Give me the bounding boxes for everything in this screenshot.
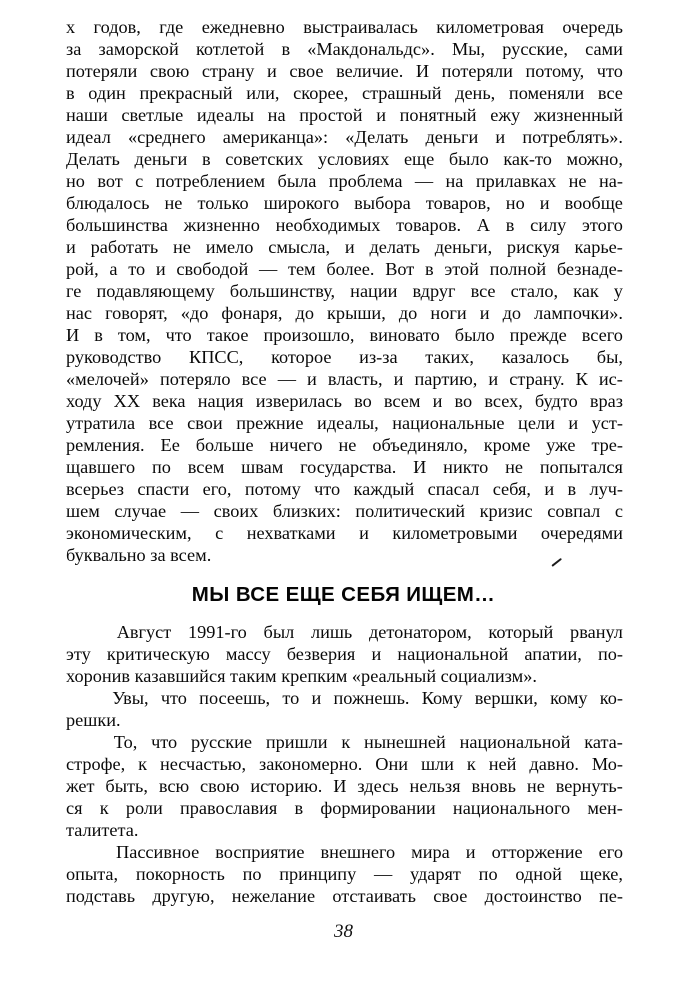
paragraph — [66, 687, 623, 731]
page-number: 38 — [334, 921, 353, 942]
text-line: за заморской котлетой в «Макдональдс». Мы, русские, сами — [66, 39, 623, 59]
paragraph-indent — [66, 841, 100, 863]
text-line: шем случае — своих близких: политический кризис совпал с — [66, 501, 623, 521]
text-line: но вот с потреблением была проблема — на прилавках не на- — [66, 171, 623, 191]
text-line: наши светлые идеалы на простой и понятный ежу жизненный — [66, 105, 623, 125]
text-line: решки. — [66, 710, 121, 730]
paragraph — [66, 841, 623, 907]
text-line: потеряли свою страну и свое величие. И потеряли потому, что — [66, 61, 623, 81]
text-line: То, что русские пришли к нынешней национальной ката- — [66, 731, 623, 753]
text-line: «мелочей» потеряло все — и власть, и партию, и страну. К ис- — [66, 369, 623, 389]
text-line: утратила все свои прежние идеалы, национальные цели и уст- — [66, 413, 623, 433]
text-line: Пассивное восприятие внешнего мира и отторжение его — [66, 841, 623, 863]
paragraph — [66, 621, 623, 687]
text-line: хоронив казавшийся таким крепким «реальный социализм». — [66, 666, 537, 686]
text-line: ся к роли православия в формировании национального мен- — [66, 798, 623, 818]
text-line: жет быть, всю свою историю. И здесь нельзя вновь не вернуть- — [66, 776, 623, 796]
text-line: х годов, где ежедневно выстраивалась километровая очередь — [66, 17, 623, 37]
paragraph — [66, 731, 623, 841]
text-line: буквально за всем. — [66, 545, 212, 565]
text-line: Август 1991-го был лишь детонатором, который рванул — [66, 621, 623, 643]
text-line: экономическим, с нехватками и километровыми очередями — [66, 523, 623, 543]
text-line: строфе, к несчастью, закономерно. Они шли к ней давно. Мо- — [66, 754, 623, 774]
text-line: в один прекрасный или, скорее, страшный день, поменяли все — [66, 83, 623, 103]
text-line: блюдалось не только широкого выбора товаров, но и вообще — [66, 193, 623, 213]
text-line: рой, а то и свободой — тем более. Вот в этой полной безнаде- — [66, 259, 623, 279]
text-line: И в том, что такое произошло, виновато было прежде всего — [66, 325, 623, 345]
text-line: идеал «среднего американца»: «Делать деньги и потреблять». — [66, 127, 623, 147]
text-line: Увы, что посеешь, то и пожнешь. Кому вершки, кому ко- — [66, 687, 623, 709]
text-line: руководство КПСС, которое из-за таких, казалось бы, — [66, 347, 623, 367]
body-text-column-bottom — [66, 621, 623, 907]
paragraph-indent — [66, 731, 100, 753]
text-line: подставь другую, нежелание отстаивать свое достоинство пе- — [66, 886, 623, 906]
text-line: большинства жизненно необходимых товаров. А в силу этого — [66, 215, 623, 235]
text-line: щавшего по всем швам государства. И никто не попытался — [66, 457, 623, 477]
text-line: нас говорят, «до фонаря, до крыши, до ноги и до лампочки». — [66, 303, 623, 323]
text-line: всерьез спасти его, потому что каждый спасал себя, и в луч- — [66, 479, 623, 499]
text-line: талитета. — [66, 820, 139, 840]
text-line: Делать деньги в советских условиях еще было как-то можно, — [66, 149, 623, 169]
body-text-column-top — [66, 16, 623, 566]
text-line: эту критическую массу безверия и национальной апатии, по- — [66, 644, 623, 664]
text-line: ге подавляющему большинству, нации вдруг все стало, как у — [66, 281, 623, 301]
text-line: ходу ХХ века нация изверилась во всем и во всех, будто враз — [66, 391, 623, 411]
text-line: и работать не имело смысла, и делать деньги, рискуя карье- — [66, 237, 623, 257]
paragraph-indent — [66, 621, 100, 643]
paragraph-indent — [66, 687, 100, 709]
text-line: ремления. Ее больше ничего не объединяло, кроме уже тре- — [66, 435, 623, 455]
section-heading: МЫ ВСЕ ЕЩЕ СЕБЯ ИЩЕМ… — [191, 583, 496, 606]
text-line: опыта, покорность по принципу — ударят по одной щеке, — [66, 864, 623, 884]
paragraph — [66, 16, 623, 566]
